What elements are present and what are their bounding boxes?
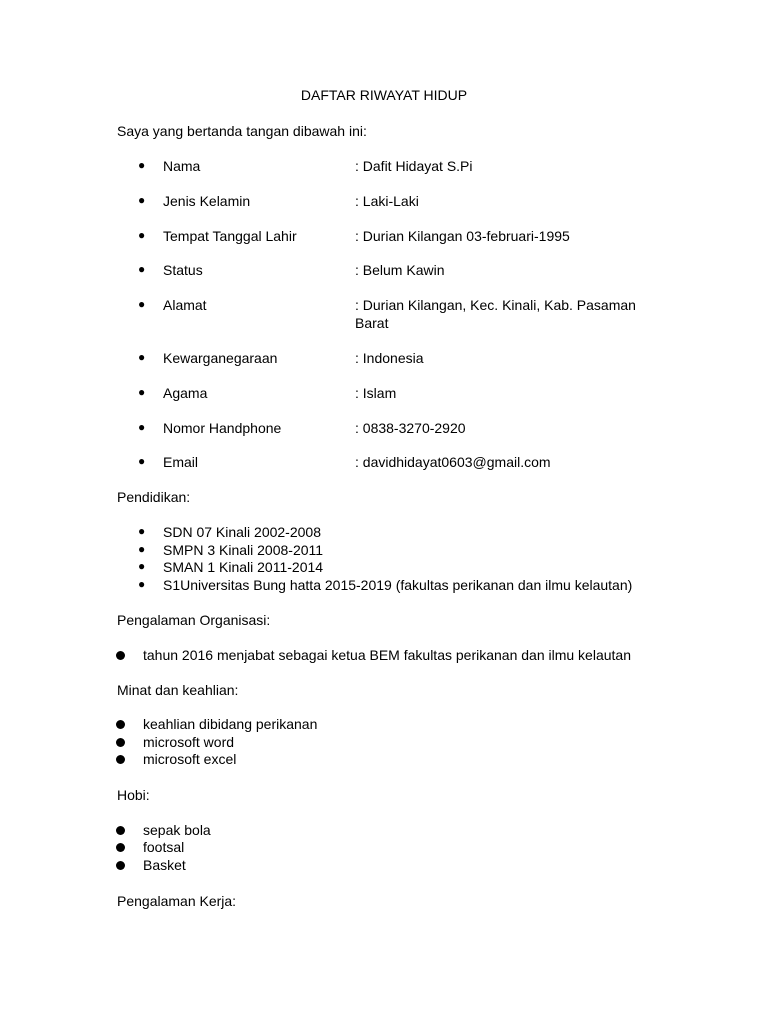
bullet-icon: ●	[138, 420, 146, 434]
field-label: Email	[163, 454, 199, 470]
field-value: : Dafit Hidayat S.Pi	[355, 158, 473, 174]
field-value: : Indonesia	[355, 350, 424, 366]
intro-text: Saya yang bertanda tangan dibawah ini:	[117, 123, 367, 139]
bullet-icon: ●	[138, 559, 146, 573]
list-item: sepak bola	[143, 822, 211, 838]
field-label: Agama	[163, 385, 208, 401]
bullet-icon: ●	[138, 297, 146, 311]
list-item: SDN 07 Kinali 2002-2008	[163, 524, 321, 540]
bullet-icon: ●	[138, 193, 146, 207]
pendidikan-heading: Pendidikan:	[117, 489, 191, 505]
field-label: Kewarganegaraan	[163, 350, 278, 366]
bullet-icon: ●	[138, 228, 146, 242]
bullet-icon	[116, 651, 125, 660]
field-label: Jenis Kelamin	[163, 193, 251, 209]
bullet-icon	[116, 738, 125, 747]
document-title: DAFTAR RIWAYAT HIDUP	[300, 87, 468, 103]
list-item: keahlian dibidang perikanan	[143, 716, 318, 732]
list-item: microsoft word	[143, 734, 235, 750]
list-item: SMPN 3 Kinali 2008-2011	[163, 542, 324, 558]
field-value: : Islam	[355, 385, 397, 401]
bullet-icon	[116, 720, 125, 729]
organisasi-heading: Pengalaman Organisasi:	[117, 612, 271, 628]
field-value: : davidhidayat0603@gmail.com	[355, 454, 551, 470]
field-value: : Durian Kilangan 03-februari-1995	[355, 228, 570, 244]
kerja-heading: Pengalaman Kerja:	[117, 893, 237, 909]
field-value: : 0838-3270-2920	[355, 420, 466, 436]
minat-heading: Minat dan keahlian:	[117, 682, 239, 698]
bullet-icon	[116, 826, 125, 835]
field-value: : Laki-Laki	[355, 193, 419, 209]
bullet-icon: ●	[138, 524, 146, 538]
field-label: Nama	[163, 158, 201, 174]
bullet-icon: ●	[138, 577, 146, 591]
list-item: tahun 2016 menjabat sebagai ketua BEM fakultas perikanan dan ilmu kelautan	[143, 647, 631, 663]
field-value: : Belum Kawin	[355, 262, 445, 278]
field-label: Tempat Tanggal Lahir	[163, 228, 297, 244]
list-item: Basket	[143, 857, 186, 873]
hobi-heading: Hobi:	[117, 787, 150, 803]
bullet-icon	[116, 755, 125, 764]
bullet-icon: ●	[138, 350, 146, 364]
field-value: : Durian Kilangan, Kec. Kinali, Kab. Pasaman Barat	[355, 297, 636, 331]
field-label: Nomor Handphone	[163, 420, 282, 436]
bullet-icon	[116, 861, 125, 870]
bullet-icon: ●	[138, 385, 146, 399]
bullet-icon	[116, 843, 125, 852]
list-item: SMAN 1 Kinali 2011-2014	[163, 559, 324, 575]
list-item: S1Universitas Bung hatta 2015-2019 (fakultas perikanan dan ilmu kelautan)	[163, 577, 633, 593]
bullet-icon: ●	[138, 454, 146, 468]
bullet-icon: ●	[138, 542, 146, 556]
field-label: Alamat	[163, 297, 207, 313]
field-label: Status	[163, 262, 203, 278]
list-item: microsoft excel	[143, 751, 237, 767]
bullet-icon: ●	[138, 158, 146, 172]
list-item: footsal	[143, 839, 185, 855]
bullet-icon: ●	[138, 262, 146, 276]
